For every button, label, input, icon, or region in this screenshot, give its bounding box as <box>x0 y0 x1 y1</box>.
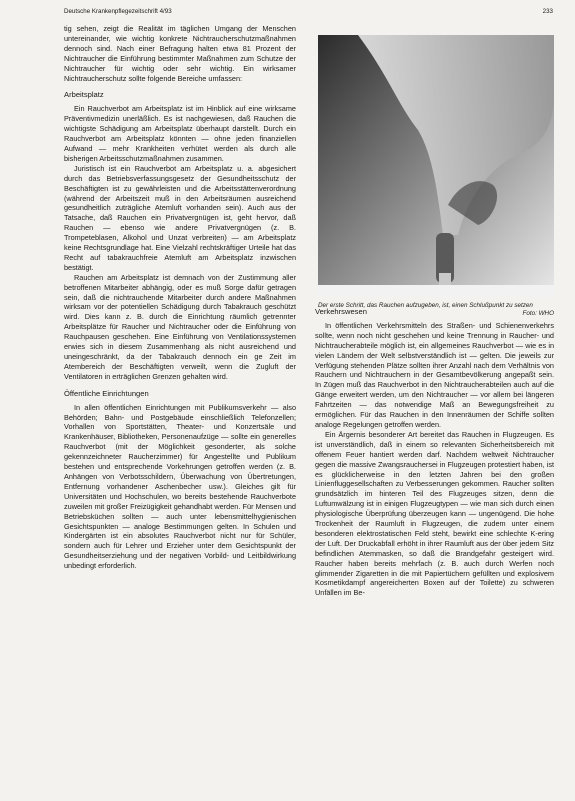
left-column <box>64 24 296 794</box>
page-number: 233 <box>542 8 553 15</box>
right-column <box>315 300 554 794</box>
paragraph: Juristisch ist ein Rauchverbot am Arbeitsplatz u. a. abgesichert durch das Betriebsverfassungsgesetz der Gesundheitsschutz der Beschäftigten ist zu gewährleisten und die Arbeitsstättenverordnung (während der Arbeitszeit muß in den Arbeitsräumen ausreichend gesundheitlich zuträgliche Atemluft vorhanden sein). Auch aus der Tatsache, daß Rauchen ein Privatvergnügen ist, geht hervor, daß Rauchen — ebenso wie andere Privatvergnügen (z. B. Trompeteblasen, Alkohol und Unzat verbreiten) — am Arbeitsplatz keine Rechtsgrundlage hat. Eine Vielzahl rechtskräftiger Urteile hat das Recht auf tabakrauchfreie Atemluft am Arbeitsplatz inzwischen bestätigt. <box>64 163 296 272</box>
running-header <box>64 8 553 20</box>
photo-credit: Foto: WHO <box>522 310 554 317</box>
paragraph: In öffentlichen Verkehrsmitteln des Straßen- und Schienenverkehrs sollte, wenn noch nicht geschehen und keine Trennung in Raucher- und Nichtraucherabteile möglich ist, ein allgemeines Rauchverbot — wie es in vielen Ländern der Welt selbstverständlich ist — gelten. Die jeweils zur Verfügung stehenden Plätze sollten ihrer Anzahl nach dem Verhältnis von Rauchern und Nichtrauchern in der Gesamtbevölkerung angepaßt sein. In Zügen muß das Rauchverbot in den Nichtraucherabteilen auch auf die Gänge erweitert werden, um den Nichtraucher — vor allem bei längeren Fahrtzeiten — das notwendige Maß an Bewegungsfreiheit zu ermöglichen. Für das Rauchen in den Innenräumen der Schiffe sollten analoge Regelungen getroffen werden. <box>315 320 554 429</box>
paragraph: Ein Ärgernis besonderer Art bereitet das Rauchen in Flugzeugen. Es ist unverständlich, daß in einem so relevanten Sicherheitsbereich mit offenem Feuer hantiert werden darf. Nachdem weltweit Nichtraucher gegen die massive Zwangsrauchersei in Flugzeugen protestiert haben, ist es glücklicherweise in den letzten Jahren bei den großen Linienfluggesellschaften zu Verbesserungen gekommen. Raucher sollten grundsätzlich im hinteren Teil des Flugzeuges sitzen, denn die Luftumwälzung ist in einigen Flugzeugtypen — wie man sich durch einen physiologische Überprüfung überzeugen kann — ungenügend. Die hohe Trockenheit der Raumluft in Flugzeugen, die zudem unter einem besonderen elektrostatischen Feld steht, bewirkt eine schlechte K-ering der Luft. Der Druckabfall erhöht in ihrer Raumluft aus der über jedem Sitz befindlichen Atemmasken, so daß die Brandgefahr gesteigert wird. Raucher haben bereits mehrfach (z. B. auch durch Werfen noch glimmender Zigaretten in die mit Papiertüchern gefüllten und explosivem Kosmetikdampf angereicherten Boxen auf der Toilette) zu schweren Unfällen im Be- <box>315 429 554 598</box>
paragraph: Rauchen am Arbeitsplatz ist demnach von der Zustimmung aller betroffenen Mitarbeiter abhängig, oder es muß Sorge dafür getragen sein, daß die nichtrauchende Mitarbeiter durch andere Maßnahmen wirksam vor der potentiellen Schädigung durch Tabakrauch geschützt wird. Dies kann z. B. durch die Einrichtung räumlich getrennter Arbeitsplätze für Raucher und Nichtraucher oder die Einführung von Rauchpausen geschehen. Eine Einführung von Ventilationssystemen erwies sich in diesem Zusammenhang als nicht ausreichend und uneingeschränkt, da der Tabakrauch dennoch ein ge Zeit im Atembereich der Beschäftigten verweilt, wenn die Zugluft der Ventilatoren in erträglichen Grenzen gehalten wird. <box>64 272 296 381</box>
section-heading-arbeitsplatz: Arbeitsplatz <box>64 90 104 100</box>
paragraph: Ein Rauchverbot am Arbeitsplatz ist im Hinblick auf eine wirksame Präventivmedizin unerläßlich. Es ist nachgewiesen, daß Rauchen die wichtigste Schädigung am Arbeitsplatz überhaupt darstellt. Durch ein Rauchverbot am Arbeitsplatz könnten — ohne jeden finanziellen Aufwand — mehr Krankheiten verhütet werden als durch alle bisherigen Arbeitsschutzmaßnahmen zusammen. <box>64 104 296 163</box>
paragraph: In allen öffentlichen Einrichtungen mit Publikumsverkehr — also Behörden; Bahn- und Postgebäude einschließlich Telefonzellen; Vorhallen von Sportstätten, Theater- und Konzertsäle und Krankenhäuser, Bibliotheken, Personenaufzüge — sollte ein generelles Rauchverbot (mit der Möglichkeit gesonderter, als solche gekennzeichneter Raucherzimmer) für Angestellte und Publikum bestehen und entsprechende Vorkehrungen getroffen werden (z. B. Anhängen von Verbotsschildern, Überwachung von Übertretungen, Entfernung vorhandener Aschenbecher usw.). Gleiches gilt für Universitäten und Hochschulen, wo bereits bestehende Rauchverbote zuweilen mit großer Freizügigkeit gehandhabt werden. Für Mensen und Betriebsküchen sollten — auch unter lebensmittelhygienischen Gesichtspunkten — analoge Bestimmungen gelten. In Schulen und Kindergärten ist ein absolutes Rauchverbot nicht nur für Schüler, sondern auch für Lehrer und Erzieher unter dem Gesichtspunkt der Gesundheitserziehung und der negativen Vorbild- und Leitbildwirkung unbedingt erforderlich. <box>64 402 296 571</box>
photo-hand-stubbing-cigarette <box>318 35 554 297</box>
intro-paragraph: tig sehen, zeigt die Realität im täglichen Umgang der Menschen untereinander, wie wichtig konkrete Nichtraucherschutzmaßnahmen dennoch sind. Nach einer Befragung halten etwa 81 Prozent der Nichtraucher die Einführung bestimmter Maßnahmen zum Schutze der Nichtraucher für wichtig oder sehr wichtig. Ein wirksamer Nichtraucherschutz sollte folgende Bereiche umfassen: <box>64 24 296 83</box>
section-heading-verkehrswesen: Verkehrswesen <box>315 307 367 316</box>
photo-hand-stubbing-cigarette-icon <box>318 35 554 297</box>
section-heading-oeffentliche-einrichtungen: Öffentliche Einrichtungen <box>64 388 149 398</box>
journal-title: Deutsche Krankenpflegezeitschrift 4/93 <box>64 8 172 15</box>
caption-text: Der erste Schritt, das Rauchen aufzugeben, ist, einen Schlußpunkt zu setzen <box>318 302 533 309</box>
